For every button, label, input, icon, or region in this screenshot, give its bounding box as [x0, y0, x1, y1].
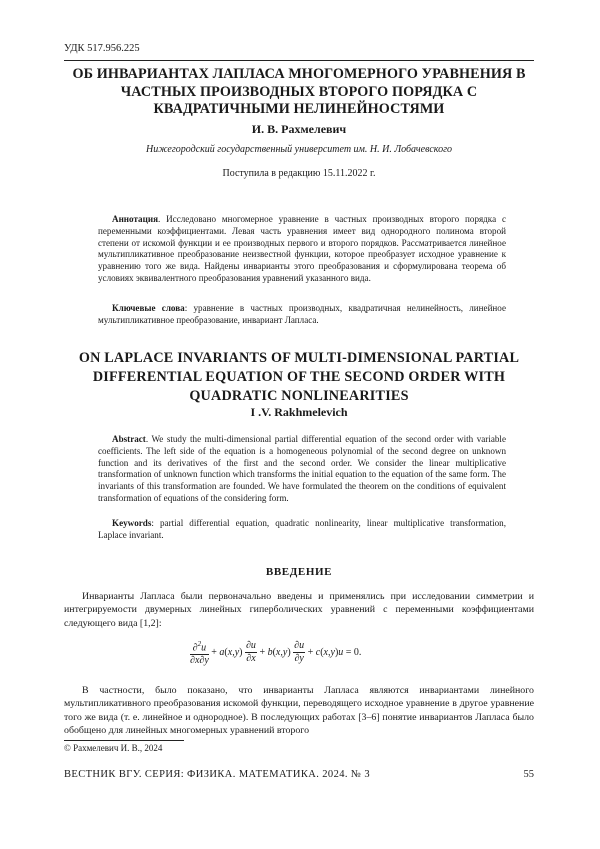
page-number: 55	[523, 769, 534, 780]
abstract-ru-text: . Исследовано многомерное уравнение в частных производных второго порядка с переменными коэффициентами. Левая часть уравнения имеет вид однородного полинома второй степени от искомой функции и ее производных первого и второго порядков. Рассматривается линейное мультипликативное преобразование неизвестной функции, которое преобразует исходное уравнение к уравнению того же вида. Найдены инварианты этого преобразования и сформулирована теорема об условиях эквивалентного преобразования уравнений указанного вида.	[98, 214, 506, 283]
paragraph-1: Инварианты Лапласа были первоначально введены и применялись при исследовании симметрии и интегрируемости двумерных линейных гиперболических уравнений с переменными коэффициентами следующего вида [1,2]:	[64, 591, 534, 629]
header-rule	[64, 60, 534, 61]
title-en: ON LAPLACE INVARIANTS OF MULTI-DIMENSIONAL PARTIAL DIFFERENTIAL EQUATION OF THE SECOND ORDER WITH QUADRATIC NONLINEARITIES	[78, 350, 520, 404]
keywords-en-text: : partial differential equation, quadratic nonlinearity, linear multiplicative transformation, Laplace invariant.	[98, 518, 506, 540]
abstract-en-label: Abstract	[112, 434, 146, 444]
abstract-ru	[98, 214, 506, 285]
author-en: I .V. Rakhmelevich	[250, 405, 348, 419]
keywords-ru	[98, 303, 506, 327]
author-ru: И. В. Рахмелевич	[251, 122, 347, 136]
affiliation-ru: Нижегородский государственный университет им. Н. И. Лобачевского	[146, 144, 452, 155]
keywords-ru-text: : уравнение в частных производных, квадратичная нелинейность, линейное мультипликативное преобразование, инвариант Лапласа.	[98, 303, 506, 325]
keywords-ru-label: Ключевые слова	[112, 303, 185, 313]
abstract-ru-label: Аннотация	[112, 214, 158, 224]
copyright-note: © Рахмелевич И. В., 2024	[64, 743, 163, 753]
footnote-rule	[64, 740, 184, 741]
keywords-en	[98, 518, 506, 542]
paragraph-2: В частности, было показано, что инварианты Лапласа являются инвариантами линейного мультипликативного преобразования искомой функции, переводящего исходное уравнение в другое уравнение того же вида (т. е. линейное и однородное). В последующих работах [3–6] понятие инвариантов Лапласа было обобщено для линейных многомерных уравнений второго	[64, 685, 534, 737]
abstract-en-text: . We study the multi-dimensional partial differential equation of the second order with variable coefficients. The left side of the equation is a homogeneous polynomial of the second degree on unknown function and its derivatives of the first and the second order. We consider the linear multiplicative transformation of unknown function which transforms the initial equation to the equation of the same form. The invariants of this transformation are founded. We have formulated the theorem on the conditions of equivalent transformation of equations of the considering form.	[98, 434, 506, 503]
received-date: Поступила в редакцию 15.11.2022 г.	[222, 168, 376, 179]
section-heading: ВВЕДЕНИЕ	[265, 566, 333, 578]
equation: $\frac{\partial^2u}{\partial x\partial y}$ + a(x,y) $\frac{\partial u}{\partial x}$ + b(x,y) $\frac{\partial u}{\partial y}$ + c(x,y)u = 0.	[190, 640, 362, 667]
title-ru: ОБ ИНВАРИАНТАХ ЛАПЛАСА МНОГОМЕРНОГО УРАВНЕНИЯ В ЧАСТНЫХ ПРОИЗВОДНЫХ ВТОРОГО ПОРЯДКА С КВАДРАТИЧНЫМИ НЕЛИНЕЙНОСТЯМИ	[72, 66, 526, 117]
journal-footer: ВЕСТНИК ВГУ. СЕРИЯ: ФИЗИКА. МАТЕМАТИКА. 2024. № 3	[64, 769, 371, 780]
abstract-en	[98, 434, 506, 505]
keywords-en-label: Keywords	[112, 518, 152, 528]
udc-code: УДК 517.956.225	[64, 43, 140, 54]
